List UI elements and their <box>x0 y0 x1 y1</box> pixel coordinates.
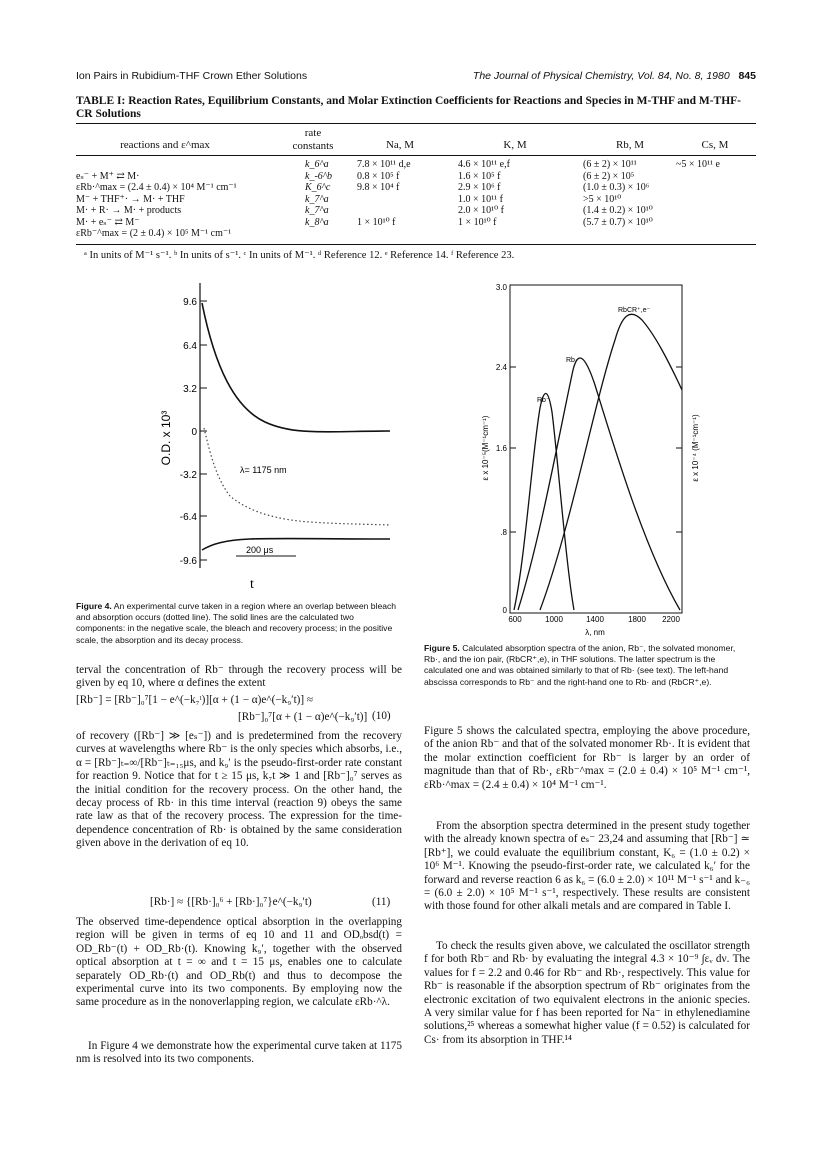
fig5-x-tick: 1000 <box>545 615 563 624</box>
figure-4-caption <box>76 601 401 646</box>
table-bottom-rule <box>76 244 756 245</box>
left-paragraph-3: The observed time-dependence optical absorption in the overlapping region will be given in terms of eq 10 and 11 and ODₒbsd(t) = OD_Rb⁻(t) + OD_Rb·(t). Knowing k₉′, together with the observed optical absorption at t = ∞ and t = 15 μs, enables one to calculate separately OD_Rb·(t) and OD_Rb(t) and thus to decompose the experimental curve into its two components. By employing now the same procedure as in the nonoverlapping region, we calculate εRb·^λ. <box>76 916 402 1009</box>
table-cell: k_7^a <box>305 193 329 205</box>
left-paragraph-4: In Figure 4 we demonstrate how the experimental curve taken at 1175 nm is resolved into its two components. <box>76 1040 402 1066</box>
fig4-absorption-curve <box>202 303 390 432</box>
table-header-constants: rate constants <box>292 127 334 152</box>
fig4-y-label: O.D. x 10³ <box>159 410 173 466</box>
fig5-curve-rb-anion <box>514 393 574 610</box>
figure-5-caption <box>424 643 750 688</box>
fig4-wavelength-label: λ= 1175 nm <box>240 465 287 475</box>
table-cell: (5.7 ± 0.7) × 10¹⁰ <box>583 216 653 228</box>
table-cell: k_-6^b <box>305 170 332 182</box>
table-cell: 1 × 10¹⁰ f <box>458 216 497 228</box>
table-top-rule <box>76 123 756 124</box>
table-cell: εRb·^max = (2.4 ± 0.4) × 10⁴ M⁻¹ cm⁻¹ <box>76 182 237 193</box>
table-cell: (6 ± 2) × 10⁵ <box>583 170 635 182</box>
fig4-tick-label: 6.4 <box>183 341 197 352</box>
table-col-rb <box>583 159 653 228</box>
fig5-tick-label: 0 <box>502 606 507 615</box>
table-cell: M· + R· → M· + products <box>76 205 182 216</box>
fig4-caption-label: Figure 4. <box>76 601 112 611</box>
equation-10-line2: [Rb⁻]₀⁷[α + (1 − α)e^(−k₉′t)] <box>238 711 368 723</box>
table-cell: εRb⁻^max = (2 ± 0.4) × 10⁵ M⁻¹ cm⁻¹ <box>76 228 232 239</box>
table-footnotes: ᵃ In units of M⁻¹ s⁻¹. ᵇ In units of s⁻¹. ᶜ In units of M⁻¹. ᵈ Reference 12. ᵉ Reference 14. ᶠ Reference 23. <box>84 250 515 261</box>
table-col-k <box>458 159 510 228</box>
table-title: TABLE I: Reaction Rates, Equilibrium Constants, and Molar Extinction Coefficients for Reactions and Species in M-THF and M-THF-CR Solutions <box>76 95 741 120</box>
table-cell: 1 × 10¹⁰ f <box>357 216 396 228</box>
left-paragraph-2: of recovery ([Rb⁻] ≫ [eₛ⁻]) and is predetermined from the recovery curves at wavelengths where Rb⁻ is the only species which absorbs, i.e., α = [Rb⁻]ₜ₌∞/[Rb⁻]ₜ₌₁₅μs, and k₉′ is the pseudo-first-order rate constant for reaction 9. Notice that for t ≥ 15 μs, k₇t ≫ 1 and [Rb⁻]₀⁷ serves as the initial condition for the recovery process. On the other hand, the decay process of Rb· in this time interval (reaction 9) obeys the same rate law as that of the recovery process. The expression for the time-dependence concentration of Rb· is obtained by the same consideration given above in the derivation of eq 10. <box>76 730 402 850</box>
table-cell: ~5 × 10¹¹ e <box>676 159 720 170</box>
fig4-tick-label: 9.6 <box>183 297 197 308</box>
table-col-reactions <box>76 159 237 240</box>
table-header-reactions: reactions and ε^max <box>120 139 210 151</box>
table-cell: K_6^c <box>305 182 331 193</box>
fig4-bleach-curve <box>202 539 390 550</box>
fig5-frame <box>510 285 682 613</box>
fig4-tick-label: -3.2 <box>179 470 197 481</box>
fig4-experimental-dotted <box>204 428 390 525</box>
fig5-tick-label: .8 <box>500 528 507 537</box>
table-cell: 7.8 × 10¹¹ d,e <box>357 159 411 170</box>
right-paragraph-3: To check the results given above, we calculated the oscillator strength f for both Rb⁻ and Rb· by evaluating the integral 4.3 × 10⁻⁹ ∫εᵥ dν. The values for f = 2.2 and 0.46 for Rb⁻ and Rb·, respectively. This value for Rb⁻ is reasonable if the absorption spectrum of Rb⁻ originates from the electronic excitation of two equivalent electrons in the anionic species. A very similar value for f has been reported for Na⁻ in ethylenediamine solutions,²⁵ whereas a somewhat higher value (f = 0.52) is calculated for Cs· from its absorption in THF.¹⁴ <box>424 940 750 1046</box>
fig4-tick-label: -9.6 <box>179 556 197 567</box>
running-header-journal <box>473 70 756 82</box>
fig5-caption-label: Figure 5. <box>424 643 460 653</box>
table-header-rb: Rb, M <box>615 139 645 151</box>
fig5-label-rb-anion: Rb⁻ <box>537 397 550 404</box>
fig4-scalebar-label: 200 μs <box>246 545 274 555</box>
table-cell: (6 ± 2) × 10¹¹ <box>583 159 637 170</box>
fig4-tick-label: -6.4 <box>179 512 197 523</box>
fig5-x-tick: 1400 <box>586 615 604 624</box>
fig5-x-label: λ, nm <box>585 628 605 637</box>
right-paragraph-1: Figure 5 shows the calculated spectra, employing the above procedure, of the anion Rb⁻ and that of the solvated monomer Rb·. It is evident that the molar extinction coefficient for Rb⁻ is larger by an order of magnitude than that of Rb·, εRb⁻^max = (2.0 ± 0.4) × 10⁵ M⁻¹ cm⁻¹, εRb·^max = (2.4 ± 0.4) × 10⁴ M⁻¹ cm⁻¹. <box>424 725 750 791</box>
fig4-tick-label: 0 <box>191 427 197 438</box>
table-cell: 1.6 × 10⁵ f <box>458 170 501 182</box>
table-cell: (1.0 ± 0.3) × 10⁶ <box>583 182 650 193</box>
journal-citation: The Journal of Physical Chemistry, Vol. 84, No. 8, 1980 <box>472 70 730 82</box>
table-cell: k_7^a <box>305 205 329 216</box>
table-col-cs <box>676 159 720 171</box>
running-header-title: Ion Pairs in Rubidium-THF Crown Ether Solutions <box>76 70 308 82</box>
equation-10-line1: [Rb⁻] = [Rb⁻]₀⁷[1 − e^(−k₇ᵗ)][α + (1 − α)e^(−k₉′t)] ≈ <box>76 694 314 706</box>
right-paragraph-2: From the absorption spectra determined in the present study together with the already known spectra of eₛ⁻ 23,24 and assuming that [Rb⁻] ≃ [Rb⁺], we could evaluate the equilibrium constant, K₆ = (1.0 ± 0.2) × 10⁶ M⁻¹. Knowing the pseudo-first-order rate, we calculated k₆′ for the forward and reverse reaction 6 as k₆ = (6.0 ± 2.0) × 10¹¹ M⁻¹ s⁻¹ and k₋₆ = (6.0 ± 2.0) × 10⁵ M⁻¹ s⁻¹, respectively. These results are consistent with those found for other alkali metals and are compared in Table I. <box>424 820 750 913</box>
fig5-y-label-left: ε x 10⁻⁵(M⁻¹cm⁻¹) <box>481 415 490 481</box>
fig5-x-tick: 600 <box>508 615 522 624</box>
table-cell: 4.6 × 10¹¹ e,f <box>458 159 510 170</box>
left-paragraph-1: terval the concentration of Rb⁻ through the recovery process will be given by eq 10, where α defines the extent <box>76 664 402 690</box>
fig5-x-tick: 1800 <box>628 615 646 624</box>
table-cell: 2.0 × 10¹⁰ f <box>458 205 504 216</box>
table-cell: k_8^a <box>305 216 329 228</box>
table-cell: M· + eₛ⁻ ⇄ M⁻ <box>76 216 140 228</box>
fig5-x-tick: 2200 <box>662 615 680 624</box>
fig5-label-ion-pair: RbCR⁺,e⁻ <box>618 307 651 314</box>
fig4-x-label: t <box>250 577 254 592</box>
table-header-k: K, M <box>503 139 527 151</box>
equation-11: [Rb·] ≈ {[Rb·]₀⁶ + [Rb·]₀⁷}e^(−k₉′t) <box>150 896 312 908</box>
table-cell <box>76 159 237 171</box>
table-header-na: Na, M <box>385 139 415 151</box>
fig4-caption-text: An experimental curve taken in a region where an overlap between bleach and absorption occurs (dotted line). The solid lines are the calculated two components: in the negative scale, the bleach and recovery process; in the positive scale, the absorption and its decay process. <box>76 601 397 645</box>
fig5-label-rb-monomer: Rb· <box>566 357 578 364</box>
fig5-tick-label: 3.0 <box>495 283 507 292</box>
fig5-tick-label: 2.4 <box>495 363 507 372</box>
table-cell: 0.8 × 10⁵ f <box>357 170 400 182</box>
table-col-constants <box>305 159 332 228</box>
figure-4-plot <box>140 278 400 598</box>
fig5-tick-label: 1.6 <box>495 444 507 453</box>
figure-5-plot <box>470 280 710 645</box>
table-cell: 1.0 × 10¹¹ f <box>458 193 503 205</box>
table-header-rule <box>76 155 756 156</box>
fig5-curve-ion-pair <box>540 314 682 610</box>
table-cell: eₛ⁻ + M⁺ ⇄ M· <box>76 170 140 182</box>
table-col-na <box>357 159 411 228</box>
table-cell: 2.9 × 10⁶ f <box>458 182 501 193</box>
fig4-tick-label: 3.2 <box>183 384 197 395</box>
table-cell: >5 × 10¹⁰ <box>583 193 622 205</box>
table-cell: (1.4 ± 0.2) × 10¹⁰ <box>583 205 653 216</box>
equation-11-number: (11) <box>372 896 391 908</box>
table-cell: 9.8 × 10⁴ f <box>357 182 400 193</box>
equation-10-number: (10) <box>372 710 391 722</box>
table-cell: M⁻ + THF⁺· → M· + THF <box>76 193 185 205</box>
table-header-cs: Cs, M <box>701 139 729 151</box>
table-cell: k_6^a <box>305 159 329 170</box>
page-number: 845 <box>738 70 756 82</box>
fig5-caption-text: Calculated absorption spectra of the anion, Rb⁻, the solvated monomer, Rb·, and the ion pair, (RbCR⁺,e), in THF solutions. The latter spectrum is the calculated one and was obtained similarly to that of Rb· (see text). The left-hand abscissa corresponds to Rb⁻ and the right-hand one to Rb· and (RbCR⁺,e). <box>424 643 736 687</box>
fig5-y-label-right: ε x 10⁻⁴ (M⁻¹cm⁻¹) <box>691 414 700 482</box>
